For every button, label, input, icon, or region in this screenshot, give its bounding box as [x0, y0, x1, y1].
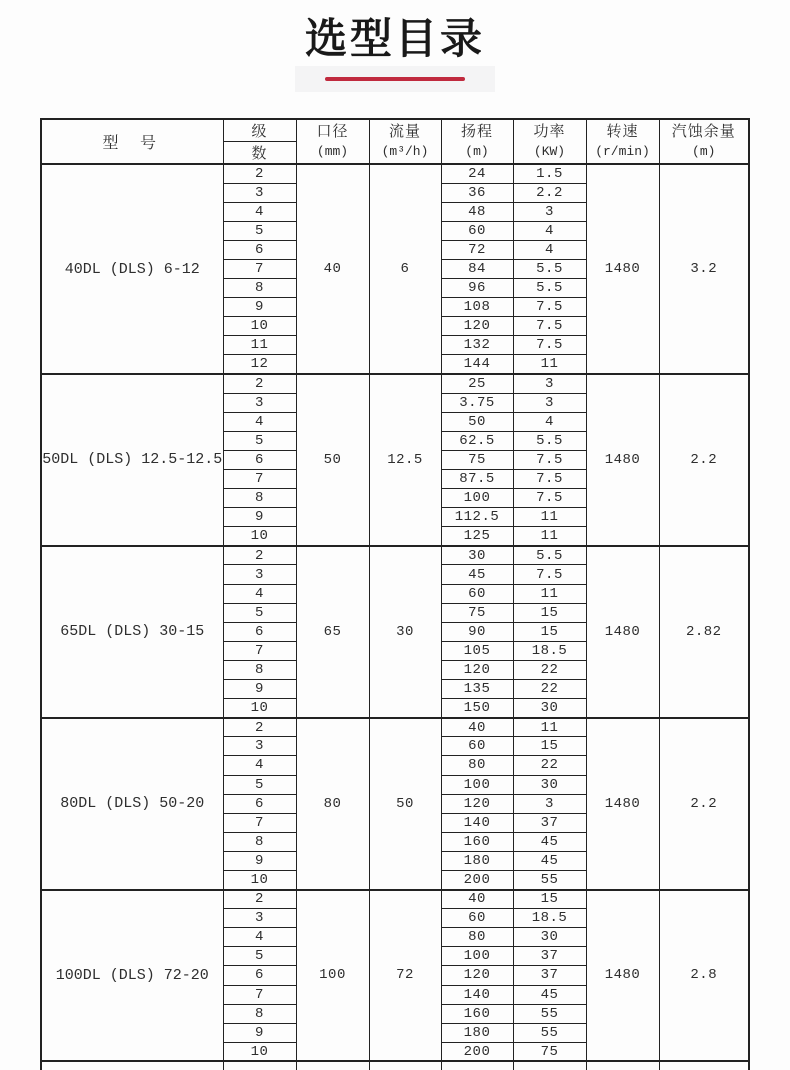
flow-cell: 72: [369, 890, 441, 1062]
col-header-unit: (m): [692, 144, 716, 159]
stage-cell: 8: [223, 1004, 296, 1023]
stage-cell: 8: [223, 489, 296, 508]
stage-cell: 2: [223, 164, 296, 183]
power-cell: 15: [513, 737, 586, 756]
power-cell: 45: [513, 985, 586, 1004]
partial-next-block-row: [41, 1061, 749, 1070]
npsh-cell: 2.2: [659, 718, 749, 890]
power-cell: 45: [513, 832, 586, 851]
npsh-cell: 3.2: [659, 164, 749, 374]
power-cell: 55: [513, 1023, 586, 1042]
power-cell: 30: [513, 699, 586, 718]
head-cell: 160: [441, 832, 513, 851]
model-cell: 40DL (DLS) 6-12: [41, 164, 223, 374]
col-header-label: 流量: [388, 124, 421, 141]
flow-cell: [369, 1061, 441, 1070]
stage-cell: 6: [223, 966, 296, 985]
power-cell: 18.5: [513, 909, 586, 928]
page-title: 选型目录: [304, 14, 485, 63]
stage-cell: 6: [223, 794, 296, 813]
stage-cell: 10: [223, 527, 296, 546]
power-cell: 7.5: [513, 298, 586, 317]
col-header-stages-top: 级: [223, 119, 296, 142]
speed-cell: [586, 1061, 659, 1070]
head-cell: 84: [441, 259, 513, 278]
col-header-unit: (r/min): [595, 144, 650, 159]
head-cell: 75: [441, 603, 513, 622]
head-cell: 3.75: [441, 393, 513, 412]
model-cell: 80DL (DLS) 50-20: [41, 718, 223, 890]
stage-cell: 9: [223, 508, 296, 527]
col-header-label: 功率: [533, 124, 566, 141]
power-cell: 75: [513, 1042, 586, 1061]
table-row: [41, 164, 749, 183]
stage-cell: 7: [223, 470, 296, 489]
power-cell: 55: [513, 1004, 586, 1023]
stage-cell: 7: [223, 813, 296, 832]
model-cell: 100DL (DLS) 72-20: [41, 890, 223, 1062]
stage-cell: 3: [223, 565, 296, 584]
table-row: [41, 890, 749, 909]
power-cell: 18.5: [513, 641, 586, 660]
head-cell: 25: [441, 374, 513, 393]
col-header-stages-bottom: 数: [223, 142, 296, 165]
stage-cell: 7: [223, 641, 296, 660]
head-cell: 120: [441, 966, 513, 985]
power-cell: 3: [513, 202, 586, 221]
col-header-unit: (mm): [316, 144, 349, 159]
power-cell: 7.5: [513, 336, 586, 355]
title-underline: [325, 77, 465, 81]
power-cell: 11: [513, 508, 586, 527]
power-cell: 11: [513, 355, 586, 374]
col-header-flow: [369, 119, 441, 164]
power-cell: 7.5: [513, 317, 586, 336]
head-cell: 180: [441, 1023, 513, 1042]
power-cell: 4: [513, 221, 586, 240]
power-cell: 30: [513, 928, 586, 947]
stage-cell: 10: [223, 1042, 296, 1061]
power-cell: 7.5: [513, 565, 586, 584]
power-cell: 30: [513, 775, 586, 794]
head-cell: 60: [441, 221, 513, 240]
head-cell: 62.5: [441, 431, 513, 450]
model-cell: 50DL (DLS) 12.5-12.5: [41, 374, 223, 546]
stage-cell: 3: [223, 909, 296, 928]
power-cell: 4: [513, 412, 586, 431]
head-cell: 45: [441, 565, 513, 584]
diameter-cell: 100: [296, 890, 369, 1062]
col-header-model: [41, 119, 223, 164]
stage-cell: 11: [223, 336, 296, 355]
power-cell: 11: [513, 527, 586, 546]
flow-cell: 30: [369, 546, 441, 718]
model-cell: 65DL (DLS) 30-15: [41, 546, 223, 718]
stage-cell: 8: [223, 832, 296, 851]
power-cell: 37: [513, 947, 586, 966]
table-header: [41, 119, 749, 164]
head-cell: 140: [441, 813, 513, 832]
power-cell: 3: [513, 794, 586, 813]
head-cell: 24: [441, 164, 513, 183]
table-row: [41, 718, 749, 737]
head-cell: 160: [441, 1004, 513, 1023]
speed-cell: 1480: [586, 374, 659, 546]
head-cell: 40: [441, 890, 513, 909]
stage-cell: 4: [223, 756, 296, 775]
head-cell: 125: [441, 527, 513, 546]
head-cell: 120: [441, 317, 513, 336]
head-cell: 75: [441, 450, 513, 469]
selection-table: [40, 118, 750, 1070]
speed-cell: 1480: [586, 718, 659, 890]
head-cell: 80: [441, 928, 513, 947]
stage-cell: 3: [223, 393, 296, 412]
head-cell: 60: [441, 737, 513, 756]
head-cell: 48: [441, 202, 513, 221]
stage-cell: 4: [223, 412, 296, 431]
head-cell: 90: [441, 622, 513, 641]
head-cell: 100: [441, 947, 513, 966]
power-cell: 55: [513, 870, 586, 889]
head-cell: 120: [441, 660, 513, 679]
power-cell: 15: [513, 603, 586, 622]
stage-cell: 10: [223, 317, 296, 336]
npsh-cell: 2.2: [659, 374, 749, 546]
col-header-label: 扬程: [460, 124, 493, 141]
head-cell: 150: [441, 699, 513, 718]
npsh-cell: 2.8: [659, 890, 749, 1062]
col-header-label: 转速: [606, 124, 639, 141]
stage-cell: 10: [223, 699, 296, 718]
head-cell: 87.5: [441, 470, 513, 489]
stage-cell: 4: [223, 928, 296, 947]
power-cell: 5.5: [513, 431, 586, 450]
diameter-cell: 40: [296, 164, 369, 374]
power-cell: 7.5: [513, 489, 586, 508]
stage-cell: 4: [223, 202, 296, 221]
head-cell: 120: [441, 794, 513, 813]
head-cell: 80: [441, 756, 513, 775]
stage-cell: 9: [223, 851, 296, 870]
head-cell: 140: [441, 985, 513, 1004]
speed-cell: 1480: [586, 164, 659, 374]
head-cell: 108: [441, 298, 513, 317]
head-cell: 100: [441, 489, 513, 508]
head-cell: 72: [441, 240, 513, 259]
head-cell: 132: [441, 336, 513, 355]
diameter-cell: [296, 1061, 369, 1070]
stage-cell: 4: [223, 584, 296, 603]
npsh-cell: 2.82: [659, 546, 749, 718]
stage-cell: 5: [223, 603, 296, 622]
head-cell: 96: [441, 279, 513, 298]
speed-cell: 1480: [586, 546, 659, 718]
power-cell: 5.5: [513, 546, 586, 565]
power-cell: 45: [513, 851, 586, 870]
head-cell: 180: [441, 851, 513, 870]
power-cell: 22: [513, 680, 586, 699]
col-header-unit: (m³/h): [381, 144, 429, 159]
stage-cell: [223, 1061, 296, 1070]
power-cell: 3: [513, 393, 586, 412]
model-cell: [41, 1061, 223, 1070]
col-header-head: [441, 119, 513, 164]
power-cell: 3: [513, 374, 586, 393]
col-header-power: [513, 119, 586, 164]
stage-cell: 8: [223, 279, 296, 298]
power-cell: [513, 1061, 586, 1070]
stage-cell: 3: [223, 737, 296, 756]
stage-cell: 12: [223, 355, 296, 374]
stage-cell: 3: [223, 183, 296, 202]
stage-cell: 5: [223, 431, 296, 450]
head-cell: 200: [441, 1042, 513, 1061]
speed-cell: 1480: [586, 890, 659, 1062]
head-cell: 144: [441, 355, 513, 374]
stage-cell: 7: [223, 985, 296, 1004]
power-cell: 1.5: [513, 164, 586, 183]
power-cell: 15: [513, 890, 586, 909]
stage-cell: 2: [223, 374, 296, 393]
power-cell: 22: [513, 756, 586, 775]
diameter-cell: 80: [296, 718, 369, 890]
col-header-label: 汽蚀余量: [671, 124, 736, 141]
head-cell: 60: [441, 584, 513, 603]
col-header-diameter: [296, 119, 369, 164]
col-header-speed: [586, 119, 659, 164]
table-row: [41, 374, 749, 393]
power-cell: 11: [513, 718, 586, 737]
power-cell: 2.2: [513, 183, 586, 202]
col-header-unit: (KW): [533, 144, 566, 159]
head-cell: 50: [441, 412, 513, 431]
power-cell: 15: [513, 622, 586, 641]
power-cell: 37: [513, 813, 586, 832]
flow-cell: 12.5: [369, 374, 441, 546]
stage-cell: 6: [223, 622, 296, 641]
stage-cell: 2: [223, 890, 296, 909]
diameter-cell: 65: [296, 546, 369, 718]
col-header-npsh: [659, 119, 749, 164]
stage-cell: 6: [223, 240, 296, 259]
head-cell: 135: [441, 680, 513, 699]
head-cell: [441, 1061, 513, 1070]
head-cell: 40: [441, 718, 513, 737]
stage-cell: 8: [223, 660, 296, 679]
power-cell: 11: [513, 584, 586, 603]
header-row-top: [41, 119, 749, 142]
head-cell: 60: [441, 909, 513, 928]
stage-cell: 5: [223, 221, 296, 240]
power-cell: 37: [513, 966, 586, 985]
npsh-cell: [659, 1061, 749, 1070]
stage-cell: 6: [223, 450, 296, 469]
title-underline-band: [295, 66, 495, 92]
head-cell: 200: [441, 870, 513, 889]
head-cell: 112.5: [441, 508, 513, 527]
power-cell: 5.5: [513, 259, 586, 278]
power-cell: 4: [513, 240, 586, 259]
stage-cell: 2: [223, 546, 296, 565]
head-cell: 100: [441, 775, 513, 794]
power-cell: 22: [513, 660, 586, 679]
table-body: [41, 164, 749, 1070]
head-cell: 105: [441, 641, 513, 660]
stage-cell: 2: [223, 718, 296, 737]
flow-cell: 50: [369, 718, 441, 890]
stage-cell: 10: [223, 870, 296, 889]
stage-cell: 9: [223, 1023, 296, 1042]
stage-cell: 7: [223, 259, 296, 278]
diameter-cell: 50: [296, 374, 369, 546]
power-cell: 7.5: [513, 470, 586, 489]
flow-cell: 6: [369, 164, 441, 374]
power-cell: 5.5: [513, 279, 586, 298]
head-cell: 36: [441, 183, 513, 202]
stage-cell: 5: [223, 947, 296, 966]
table-row: [41, 546, 749, 565]
stage-cell: 9: [223, 298, 296, 317]
col-header-label: 口径: [316, 124, 349, 141]
power-cell: 7.5: [513, 450, 586, 469]
head-cell: 30: [441, 546, 513, 565]
stage-cell: 9: [223, 680, 296, 699]
col-header-unit: (m): [465, 144, 489, 159]
col-header-label: 型 号: [102, 135, 163, 153]
stage-cell: 5: [223, 775, 296, 794]
